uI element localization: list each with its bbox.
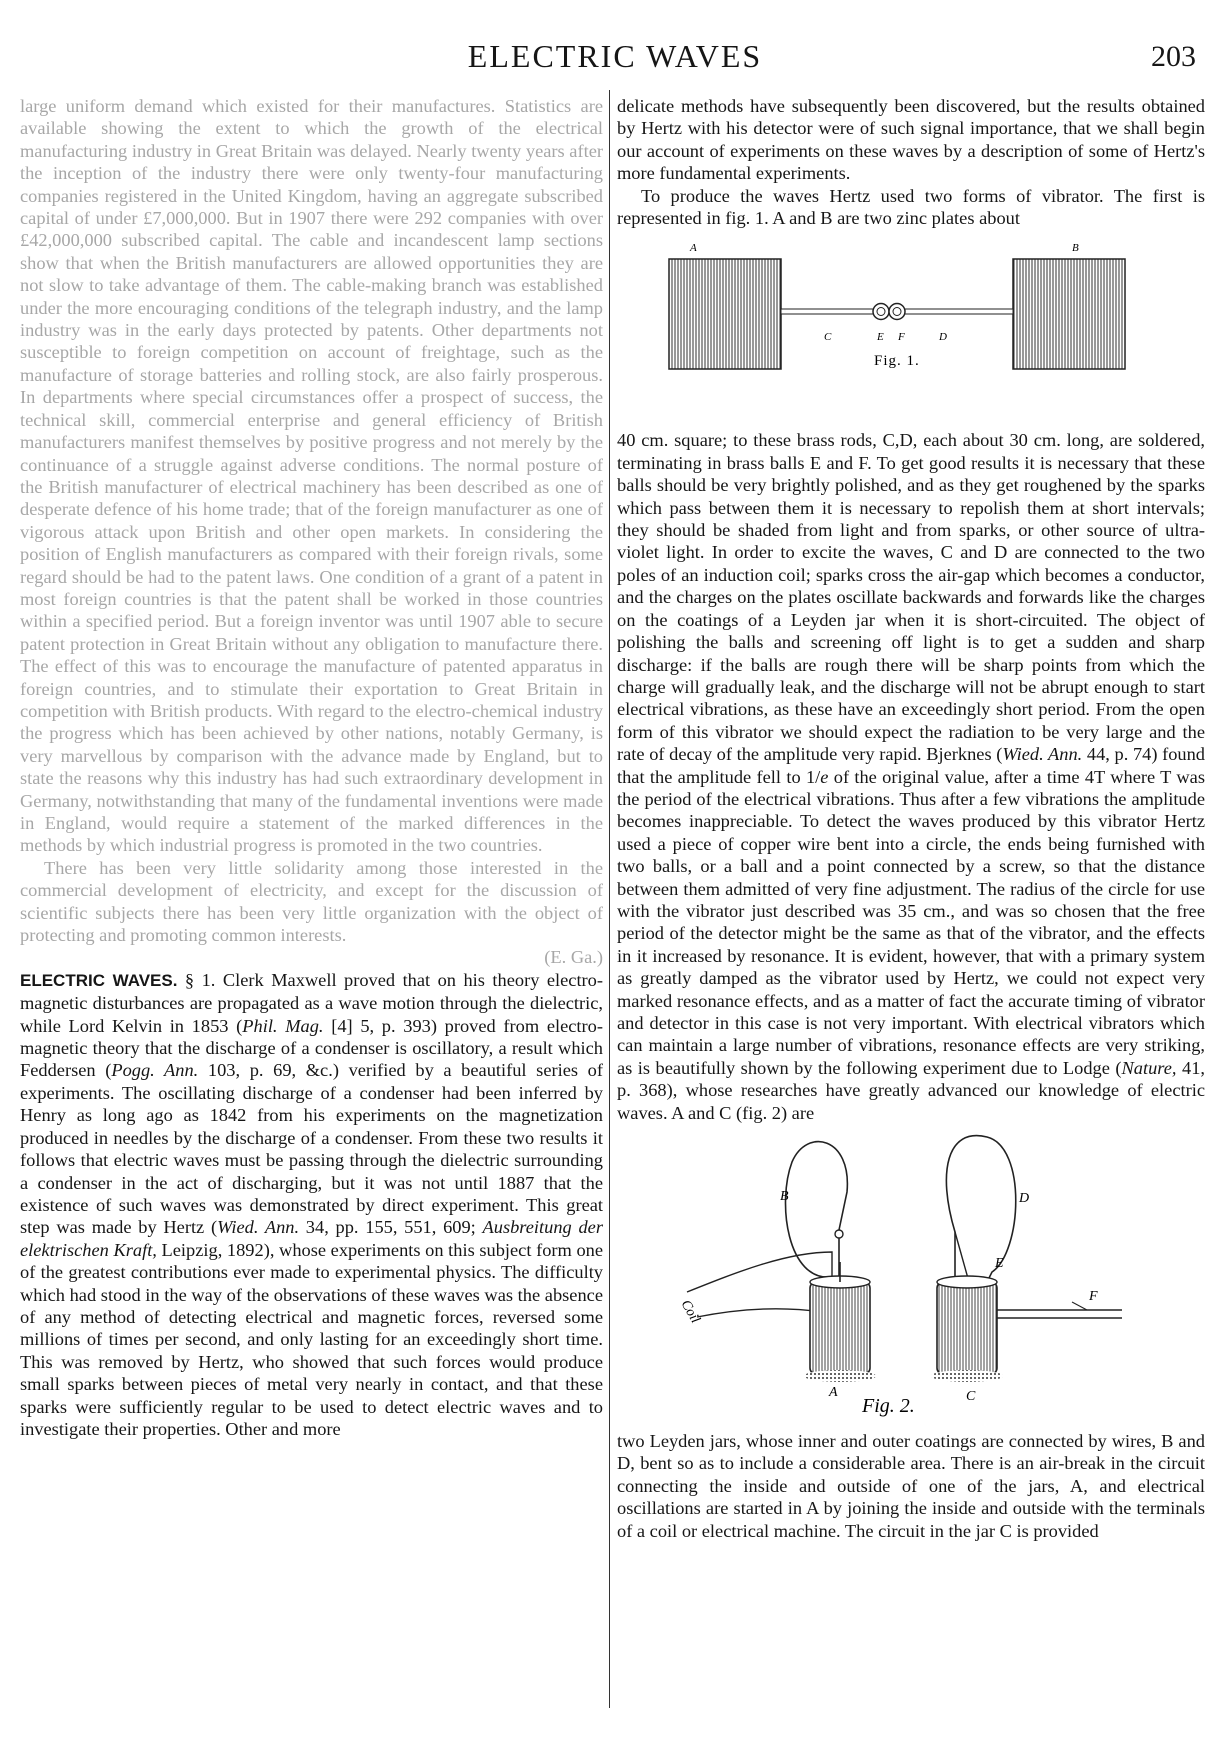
page-title: ELECTRIC WAVES [467,38,763,74]
leyden-jar-a [810,1282,870,1374]
spark-ball [835,1230,843,1238]
page-number: 203 [1151,40,1196,73]
previous-article-paragraph: large uniform demand which existed for their manufactures. Statistics are available showing the extent to which the growth of the electrical manufacturing industry in Great Britain was delayed. Nearly twenty years after the inception of the industry there were only twenty-four manufacturing companies registered in the United Kingdom, having an aggregate subscribed capital of under £7,000,000. But in 1907 there were 292 companies with over £42,000,000 subscribed capital. The cable and incandescent lamp sections show that when the British manufacturers are allowed opportunities they are not slow to take advantage of them. The cable-making branch was established under the more encouraging conditions of the telegraph industry, and the lamp industry was in the early days protected by patents. Other departments not susceptible to foreign competition on account of freightage, such as the manufacture of storage batteries and rolling stock, are also fairly prosperous. In departments where special circumstances offer a prospect of success, the technical skill, commercial enterprise and general efficiency of British manufacturers manifest themselves by positive progress and not merely by the continuance of a struggle against adverse conditions. The normal posture of the British manufacturer of electrical machinery has been described as one of desperate defence of his home trade; that of the foreign manufacturer as one of vigorous attack upon British and other open markets. In considering the position of English manufacturers as compared with their foreign rivals, some regard should be had to the patent laws. One condition of a grant of a patent in most foreign countries is that the patent shall be worked in those countries within a specified period. But a foreign inventor was until 1907 able to secure patent protection in Great Britain without any obligation to manufacture there. The effect of this was to encourage the manufacture of patented apparatus in foreign countries, and to stimulate their exportation to Great Britain in competition with British products. With regard to the electro-chemical industry the progress which has been achieved by other nations, notably Germany, is very marvellous by comparison with the advance made by England, but to state the reasons why this industry has had such extraordinary development in Germany, notwithstanding that many of the fundamental inventions were made in England, would require a statement of the marked differences in the methods by which industrial progress is promoted in the two countries. [20,96,603,856]
hertz-vibrator-diagram [617,239,1205,417]
previous-article-paragraph: There has been very little solidarity among those interested in the commercial development of electricity, and except for the discussion of scientific subjects there has been very little organization with the object of protecting and promoting common interests. [20,857,603,946]
fig2-label-a: A [829,1385,838,1401]
column-divider [609,90,610,1708]
fig1-label-e: E [877,331,884,344]
right-column [617,95,1205,1542]
zinc-plate-a [669,259,781,369]
figure-2 [617,1132,1205,1422]
fig1-label-b: B [1072,242,1079,255]
article-heading: ELECTRIC WAVES. [20,970,178,990]
fig1-label-a: A [690,242,697,255]
fig2-label-f: F [1089,1289,1098,1305]
body-paragraph: 40 cm. square; to these brass rods, C,D, each about 30 cm. long, are soldered, terminating in brass balls E and F. To get good results it is necessary that these balls should be very brightly polished, and as they get roughened by the sparks which pass between them it is necessary to repolish them at short intervals; they should be shaded from light and from sparks, or other source of ultra-violet light. In order to excite the waves, C and D are connected to the two poles of an induction coil; sparks cross the air-gap which becomes a conductor, and the charges on the plates oscillate backwards and forwards like the charges on the coatings of a Leyden jar when it is short-circuited. The object of polishing the balls and screening off light is to get a sudden and sharp discharge: if the balls are rough there will be sharp points from which the charge will gradually leak, and the discharge will not be abrupt enough to start electrical vibrations, as these have an exceedingly short period. From the open form of this vibrator we should expect the radiation to be very large and the rate of decay of the amplitude very rapid. Bjerknes (Wied. Ann. 44, p. 74) found that the amplitude fell to 1/e of the original value, after a time 4T where T was the period of the electrical vibrations. Thus after a few vibrations the amplitude becomes inappreciable. To detect the waves produced by this vibrator Hertz used a piece of copper wire bent into a circle, the ends being furnished with two balls, or a ball and a point connected by a screw, so that the distance between them admitted of very fine adjustment. The radius of the circle for use with the vibrator just described was 35 cm., and was so chosen that the free period of the detector might be the same as that of the vibrator, and the effects in it increased by resonance. It is evident, however, that with a primary system as greatly damped as the vibrator used by Hertz, we could not expect very marked resonance effects, and as a matter of fact the accurate timing of vibrator and detector in this case is not very important. With electrical vibrators which can maintain a large number of vibrations, resonance effects are very striking, as is beautifully shown by the following experiment due to Lodge (Nature, 41, p. 368), whose researches have greatly advanced our knowledge of electric waves. A and C (fig. 2) are [617,430,1206,1123]
body-paragraph: delicate methods have subsequently been discovered, but the results obtained by Hertz with his detector were of such signal importance, that we shall begin our account of experiments on these waves by a description of some of Hertz's more fundamental experiments. [617,96,1205,184]
fig2-caption: Fig. 2. [862,1395,915,1418]
coil-label: Coil [677,1297,703,1326]
brass-rod-c [781,309,874,314]
page-header [0,38,1230,78]
fig2-label-b: B [780,1189,789,1205]
brass-ball-e [873,304,889,320]
fig2-label-e: E [995,1256,1004,1272]
wire-b [785,1142,847,1278]
left-column [20,95,603,1440]
zinc-plate-b [1013,259,1125,369]
fig1-label-c: C [824,331,832,344]
brass-ball-f [889,304,905,320]
fig1-label-d: D [939,331,947,344]
leyden-jars-diagram [617,1132,1205,1422]
brass-rod-d [902,309,1013,314]
body-paragraph: two Leyden jars, whose inner and outer coatings are connected by wires, B and D, bent so as to include a considerable area. There is an air-break in the circuit connecting the inside and outside of one of the jars, A, and electrical oscillations are started in A by joining the inside and outside with the terminals of a coil or electrical machine. The circuit in the jar C is provided [617,1431,1205,1541]
figure-1 [617,239,1205,417]
fig2-label-d: D [1019,1191,1030,1207]
fig1-caption: Fig. 1. [874,353,920,370]
body-paragraph: To produce the waves Hertz used two forms of vibrator. The first is represented in fig. 1. A and B are two zinc plates about [617,185,1205,229]
author-signature: (E. Ga.) [544,947,603,968]
fig2-label-c: C [966,1389,976,1405]
fig1-label-f: F [898,331,905,344]
leyden-jar-c [937,1282,997,1374]
article-opening-paragraph: ELECTRIC WAVES. § 1. Clerk Maxwell proved that on his theory electro-magnetic disturbances are propagated as a wave motion through the dielectric, while Lord Kelvin in 1853 (Phil. Mag. [4] 5, p. 393) proved from electro-magnetic theory that the discharge of a condenser is oscillatory, a result which Feddersen (Pogg. Ann. 103, p. 69, &c.) verified by a beautiful series of experiments. The oscillating discharge of a condenser had been inferred by Henry as long ago as 1842 from his experiments on the magnetization produced in needles by the discharge of a condenser. From these two results it follows that electric waves must be passing through the dielectric surrounding a condenser in the act of discharging, but it was not until 1887 that the existence of such waves was demonstrated by direct experiment. This great step was made by Hertz (Wied. Ann. 34, pp. 155, 551, 609; Ausbreitung der elektrischen Kraft, Leipzig, 1892), whose experiments on this subject form one of the greatest contributions ever made to experimental physics. The difficulty which had stood in the way of the observations of these waves was the absence of any method of detecting electrical and magnetic forces, reversed some millions of times per second, and only lasting for an exceedingly short time. This was removed by Hertz, who showed that such forces would produce small sparks between pieces of metal very nearly in contact, and that these sparks were sufficiently regular to be used to detect electric waves and to investigate their properties. Other and more [20,969,604,1439]
